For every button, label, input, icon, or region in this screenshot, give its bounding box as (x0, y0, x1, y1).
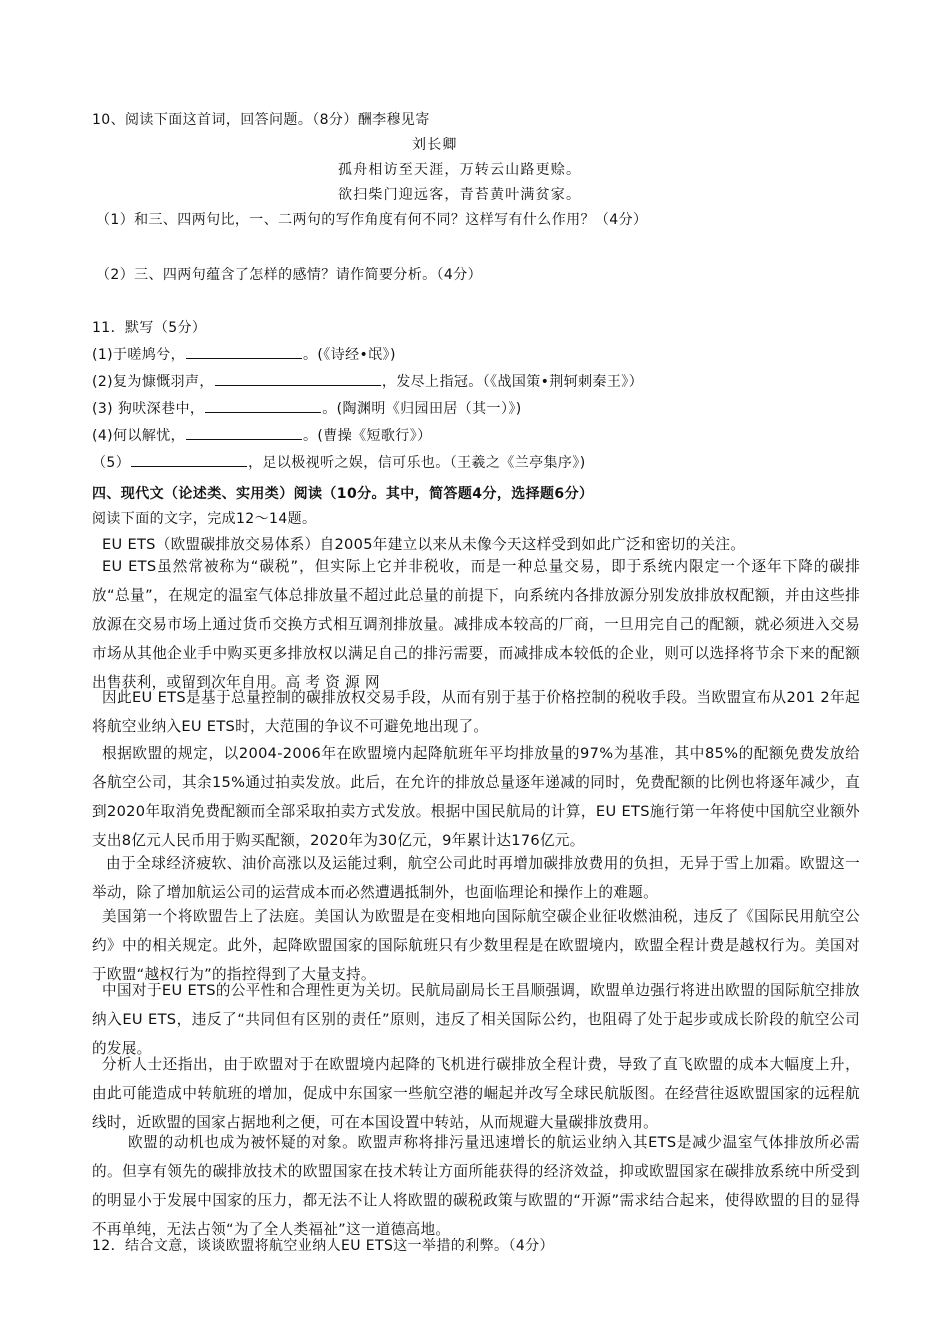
answer-blank-5[interactable] (131, 452, 247, 467)
q11-item-2-post: ，发尽上指冠。（《战国策•荆轲刺秦王》） (381, 374, 644, 390)
q11-item-3 (92, 398, 522, 419)
paragraph-1: EU ETS（欧盟碳排放交易体系）自2005年建立以来从未像今天这样受到如此广泛和密切的关注。 (102, 536, 746, 553)
answer-blank-1[interactable] (186, 344, 302, 359)
q11-item-2-pre: (2)复为慷慨羽声， (92, 374, 214, 390)
answer-blank-3[interactable] (205, 398, 321, 413)
paragraph-5: 由于全球经济疲软、油价高涨以及运能过剩，航空公司此时再增加碳排放费用的负担，无异于雪上加霜。欧盟这一举动，除了增加航运公司的运营成本而必然遭遇抵制外，也面临理论和操作上的难题。 (92, 855, 860, 901)
q11-item-2 (92, 371, 643, 392)
poem-author: 刘长卿 (412, 137, 458, 153)
paragraph-7: 中国对于EU ETS的公平性和合理性更为关切。民航局副局长王昌顺强调，欧盟单边强行将进出欧盟的国际航空排放纳入EU ETS，违反了“共同但有区别的责任”原则，违反了相关国际公约，也阻碍了处于起步或成长阶段的航空公司的发展。 (92, 982, 860, 1057)
paragraph-9: 欧盟的动机也成为被怀疑的对象。欧盟声称将排污量迅速增长的航运业纳入其ETS是减少温室气体排放所必需的。但享有领先的碳排放技术的欧盟国家在技术转让方面所能获得的经济效益，抑或欧盟国家在碳排放系统中所受到的明显小于发展中国家的压力，都无法不让人将欧盟的碳税政策与欧盟的“开源”需求结合起来，使得欧盟的目的显得不再单纯，无法占领“为了全人类福祉”这一道德高地。 (92, 1134, 860, 1238)
paragraph-3: 因此EU ETS是基于总量控制的碳排放权交易手段，从而有别于基于价格控制的税收手段。当欧盟宣布从201 2年起将航空业纳入EU ETS时，大范围的争议不可避免地出现了。 (92, 689, 860, 735)
q11-item-4-post: 。(曹操《短歌行》） (303, 428, 432, 444)
section-heading: 四、现代文（论述类、实用类）阅读（10分。其中，简答题4分，选择题6分） (92, 486, 594, 502)
q11-item-1 (92, 344, 396, 365)
answer-blank-2[interactable] (215, 371, 381, 386)
paragraph-2: EU ETS虽然常被称为“碳税”，但实际上它并非税收，而是一种总量交易，即于系统内限定一个逐年下降的碳排放“总量”，在规定的温室气体总排放量不超过此总量的前提下，向系统内各排放源分别发放排放权配额，并由这些排放源在交易市场上通过货币交换方式相互调剂排放量。减排成本较高的厂商，一旦用完自己的配额，就必须进入交易市场从其他企业手中购买更多排放权以满足自己的排污需要，而减排成本较低的企业，则可以选择将节余下来的配额出售获利，或留到次年自用。高 考 资 源 网 (92, 558, 860, 691)
q11-item-4-pre: (4)何以解忧， (92, 428, 186, 444)
q11-item-3-pre: (3) 狗吠深巷中， (92, 401, 205, 417)
q11-item-5 (92, 452, 586, 473)
q11-item-3-post: 。(陶渊明《归园田居（其一）》) (322, 401, 522, 417)
poem-line-1: 孤舟相访至天涯，万转云山路更赊。 (338, 162, 582, 178)
q11-item-1-pre: (1)于嗟鸠兮， (92, 347, 186, 363)
q11-item-5-pre: （5） (92, 455, 131, 471)
q10-sub-1: （1）和三、四两句比，一、二两句的写作角度有何不同？这样写有什么作用？（4分） (96, 212, 648, 228)
paragraph-4: 根据欧盟的规定，以2004-2006年在欧盟境内起降航班年平均排放量的97%为基准，其中85%的配额免费发放给各航空公司，其余15%通过拍卖发放。此后，在允许的排放总量逐年递减的同时，免费配额的比例也将逐年减少，直到2020年取消免费配额而全部采取拍卖方式发放。根据中国民航局的计算，EU ETS施行第一年将使中国航空业额外支出8亿元人民币用于购买配额，2020年为30亿元，9年累计达176亿元。 (92, 745, 860, 849)
q10-sub-2: （2）三、四两句蕴含了怎样的感情？请作简要分析。（4分） (96, 267, 483, 283)
q10-title: 10、阅读下面这首词，回答问题。（8分）酬李穆见寄 (92, 112, 430, 128)
q11-item-4 (92, 425, 432, 446)
section-intro: 阅读下面的文字，完成12～14题。 (92, 511, 317, 527)
q11-title: 11．默写（5分） (92, 320, 207, 336)
answer-blank-4[interactable] (186, 425, 302, 440)
q11-item-1-post: 。(《诗经•氓》) (303, 347, 396, 363)
poem-line-2: 欲扫柴门迎远客，青苔黄叶满贫家。 (338, 187, 582, 203)
q12-prompt: 12．结合文意，谈谈欧盟将航空业纳人EU ETS这一举措的利弊。（4分） (92, 1238, 554, 1254)
paragraph-6: 美国第一个将欧盟告上了法庭。美国认为欧盟是在变相地向国际航空碳企业征收燃油税，违反了《国际民用航空公约》中的相关规定。此外，起降欧盟国家的国际航班只有少数里程是在欧盟境内，欧盟全程计费是越权行为。美国对于欧盟“越权行为”的指控得到了大量支持。 (92, 908, 860, 983)
paragraph-8: 分析人士还指出，由于欧盟对于在欧盟境内起降的飞机进行碳排放全程计费，导致了直飞欧盟的成本大幅度上升，由此可能造成中转航班的增加，促成中东国家一些航空港的崛起并改写全球民航版图。在经营往返欧盟国家的远程航线时，近欧盟的国家占据地利之便，可在本国设置中转站，从而规避大量碳排放费用。 (92, 1056, 860, 1131)
q11-item-5-post: ，足以极视听之娱，信可乐也。（王羲之《兰亭集序》) (248, 455, 586, 471)
